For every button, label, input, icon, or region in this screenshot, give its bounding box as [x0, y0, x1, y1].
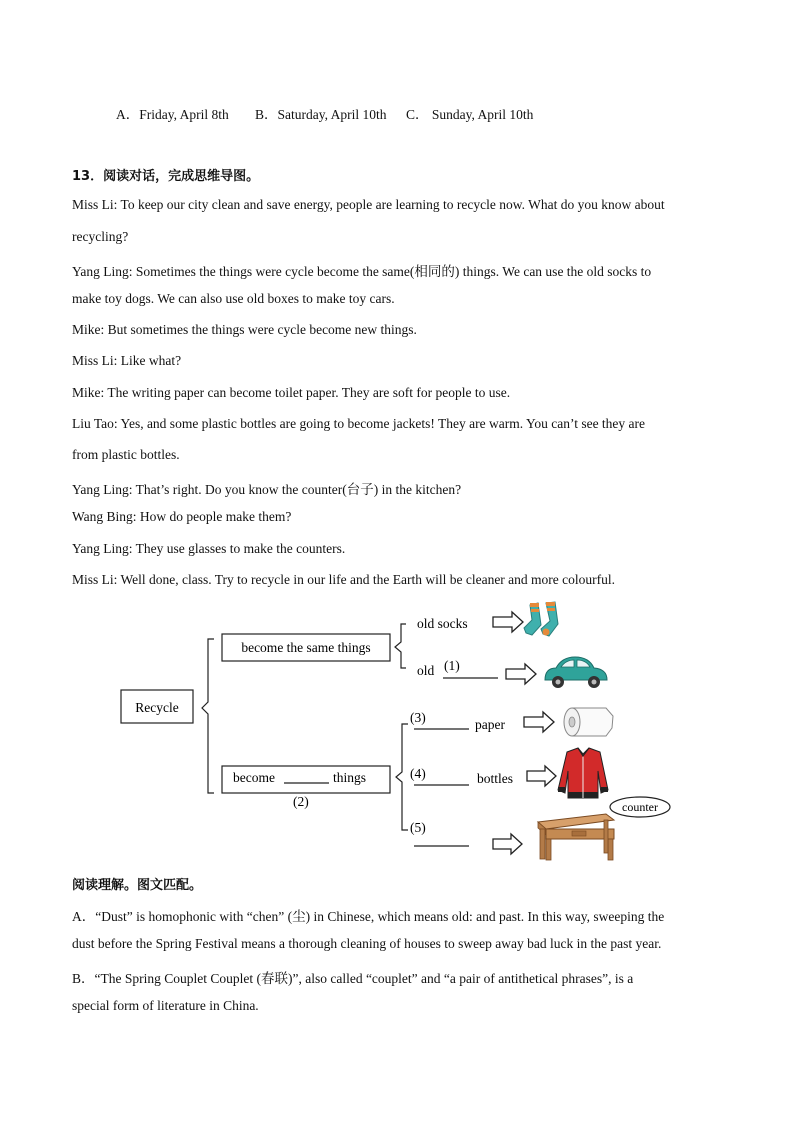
reading-line: special form of literature in China.: [72, 998, 259, 1013]
arrow-icon: [493, 834, 522, 854]
branch-same-brace: [395, 624, 406, 668]
dialogue-line: Miss Li: Well done, class. Try to recycle in our life and the Earth will be cleaner and more colourful.: [72, 572, 616, 587]
jacket-icon: [558, 748, 608, 798]
dialogue-line: make toy dogs. We can also use old boxes to make toy cars.: [72, 291, 395, 306]
dialogue-line: Mike: The writing paper can become toilet paper. They are soft for people to use.: [72, 385, 511, 400]
blank-2-label: (2): [293, 794, 309, 809]
dialogue-line: Miss Li: Like what?: [72, 353, 182, 368]
blank-1-label: (1): [444, 658, 460, 673]
arrow-icon: [524, 712, 554, 732]
option-c: C． Sunday, April 10th: [406, 107, 534, 122]
dialogue-line: Wang Bing: How do people make them?: [72, 509, 292, 524]
socks-icon: [524, 602, 558, 636]
counter-callout-label: counter: [622, 800, 658, 814]
arrow-icon: [506, 664, 536, 684]
toilet-paper-icon: [564, 708, 613, 736]
option-b: B．Saturday, April 10th: [255, 107, 387, 122]
bottles-label: bottles: [477, 771, 513, 786]
dialogue-line: Yang Ling: They use glasses to make the counters.: [72, 541, 346, 556]
blank-3-label: (3): [410, 710, 426, 725]
blank-4-label: (4): [410, 766, 426, 781]
counter-table-icon: [538, 814, 614, 860]
blank-5-label: (5): [410, 820, 426, 835]
root-brace: [202, 639, 214, 793]
option-a: A．Friday, April 8th: [116, 107, 229, 122]
old-label: old: [417, 663, 435, 678]
arrow-icon: [527, 766, 556, 786]
car-icon: [545, 657, 607, 688]
root-label: Recycle: [135, 700, 179, 715]
reading-title: 阅读理解。图文匹配。: [72, 878, 203, 893]
reading-line: B．“The Spring Couplet Couplet (春联)”, also called “couplet” and “a pair of antithetical phrases”, is a: [72, 971, 634, 986]
dialogue-line: Miss Li: To keep our city clean and save energy, people are learning to recycle now. What do you know about: [72, 197, 665, 212]
old-socks-label: old socks: [417, 616, 468, 631]
dialogue-line: Yang Ling: Sometimes the things were cycle become the same(相同的) things. We can use the old socks to: [72, 264, 652, 279]
branch-new-post: things: [333, 770, 367, 785]
dialogue-line: from plastic bottles.: [72, 447, 180, 462]
reading-line: A．“Dust” is homophonic with “chen” (尘) in Chinese, which means old: and past. In this way, sweeping the: [72, 909, 665, 924]
reading-line: dust before the Spring Festival means a thorough cleaning of houses to sweep away bad luck in the past year.: [72, 936, 662, 951]
branch-new-pre: become: [233, 770, 275, 785]
question-13-title: 13．阅读对话，完成思维导图。: [72, 169, 260, 184]
dialogue-line: Liu Tao: Yes, and some plastic bottles are going to become jackets! They are warm. You can’t see they are: [72, 416, 646, 431]
paper-label: paper: [475, 717, 505, 732]
branch-new-brace: [396, 724, 408, 830]
branch-same-label: become the same things: [241, 640, 371, 655]
mind-map: [0, 595, 794, 870]
dialogue-line: recycling?: [72, 229, 129, 244]
arrow-icon: [493, 612, 523, 632]
dialogue-line: Yang Ling: That’s right. Do you know the counter(台子) in the kitchen?: [72, 482, 462, 497]
dialogue-line: Mike: But sometimes the things were cycle become new things.: [72, 322, 417, 337]
